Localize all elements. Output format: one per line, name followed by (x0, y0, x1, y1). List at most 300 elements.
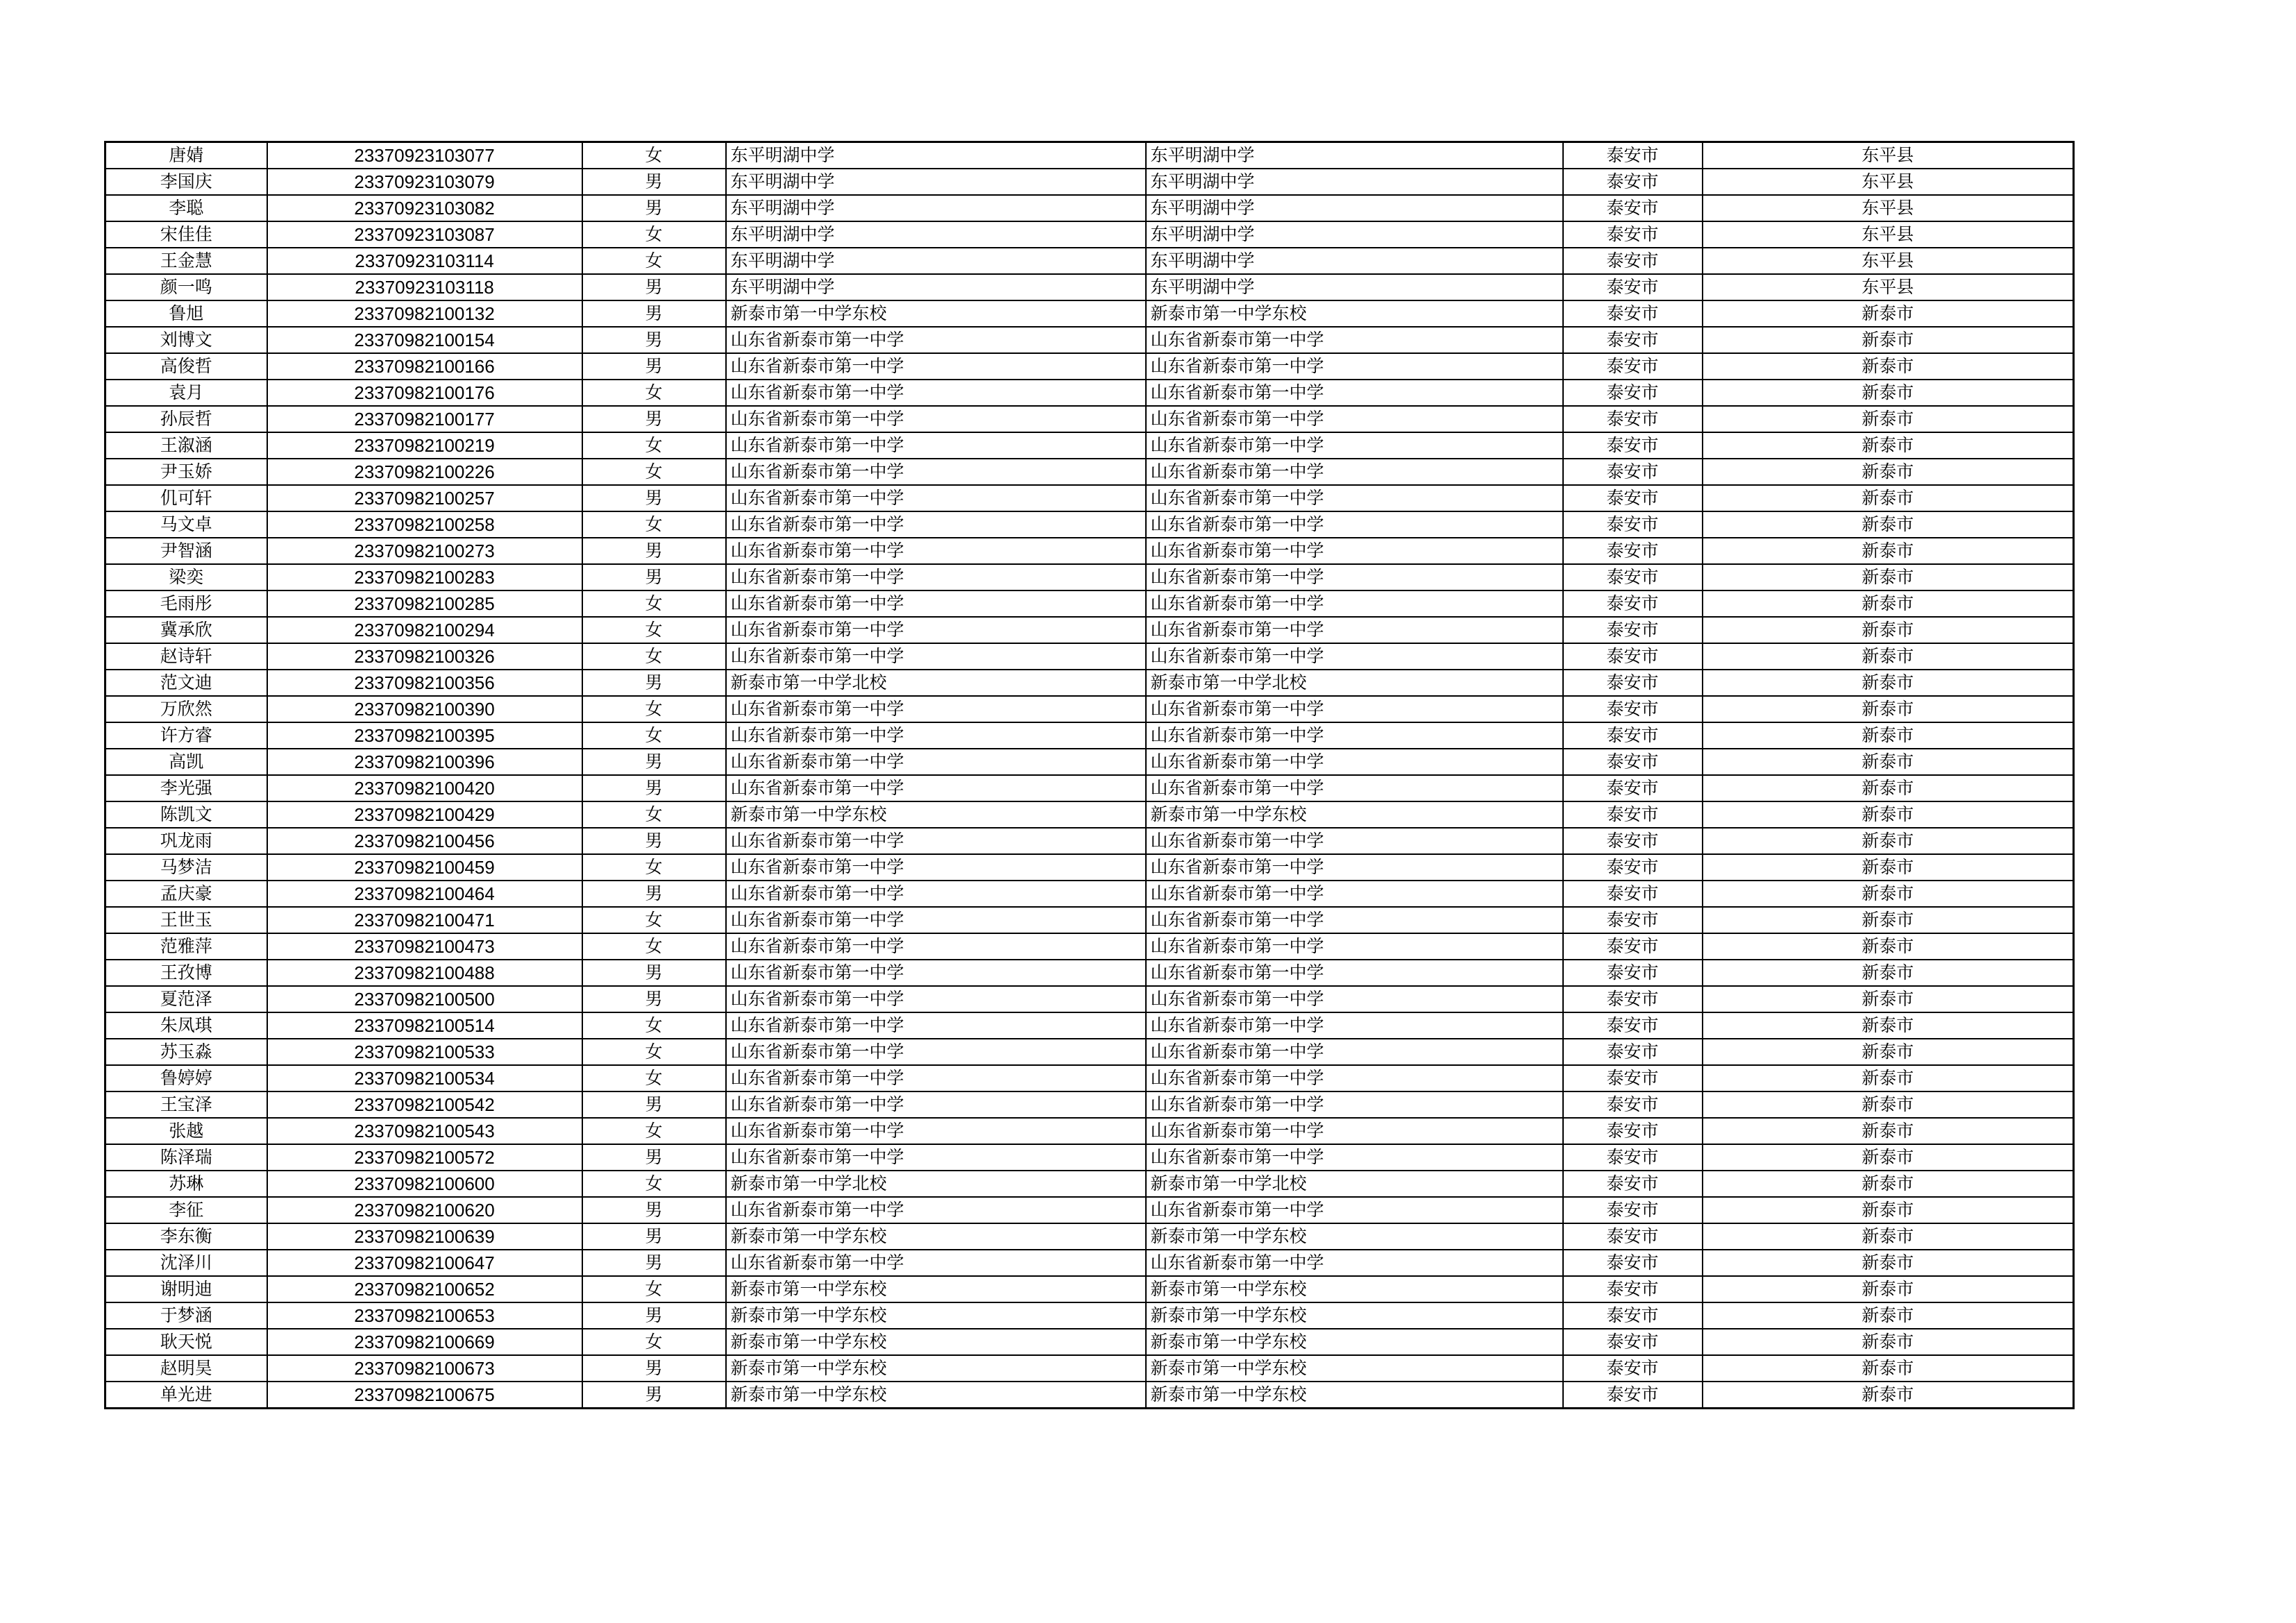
table-row (105, 933, 2074, 960)
student-name-cell: 王宝泽 (105, 1091, 267, 1118)
registered-school-cell: 山东省新泰市第一中学 (1146, 380, 1563, 406)
registered-school-cell: 山东省新泰市第一中学 (1146, 643, 1563, 670)
county-cell: 新泰市 (1703, 406, 2074, 432)
gender-cell: 女 (582, 1171, 726, 1197)
school-cell: 东平明湖中学 (726, 169, 1146, 195)
registered-school-cell: 山东省新泰市第一中学 (1146, 775, 1563, 801)
city-cell: 泰安市 (1563, 907, 1703, 933)
gender-cell: 男 (582, 327, 726, 353)
student-name-cell: 颜一鸣 (105, 274, 267, 300)
school-cell: 山东省新泰市第一中学 (726, 828, 1146, 854)
registered-school-cell: 山东省新泰市第一中学 (1146, 696, 1563, 722)
county-cell: 新泰市 (1703, 1118, 2074, 1144)
gender-cell: 女 (582, 933, 726, 960)
registered-school-cell: 山东省新泰市第一中学 (1146, 538, 1563, 564)
table-row (105, 432, 2074, 459)
exam-id-cell: 23370923103077 (267, 142, 582, 169)
student-name-cell: 陈凯文 (105, 801, 267, 828)
school-cell: 山东省新泰市第一中学 (726, 907, 1146, 933)
gender-cell: 女 (582, 511, 726, 538)
table-row (105, 881, 2074, 907)
school-cell: 山东省新泰市第一中学 (726, 511, 1146, 538)
city-cell: 泰安市 (1563, 327, 1703, 353)
table-row (105, 221, 2074, 248)
county-cell: 新泰市 (1703, 1329, 2074, 1355)
city-cell: 泰安市 (1563, 564, 1703, 590)
exam-id-cell: 23370982100488 (267, 960, 582, 986)
table-body (105, 142, 2074, 1409)
student-name-cell: 袁月 (105, 380, 267, 406)
city-cell: 泰安市 (1563, 406, 1703, 432)
table-row (105, 801, 2074, 828)
school-cell: 东平明湖中学 (726, 142, 1146, 169)
table-row (105, 670, 2074, 696)
county-cell: 新泰市 (1703, 1144, 2074, 1171)
gender-cell: 女 (582, 801, 726, 828)
county-cell: 新泰市 (1703, 511, 2074, 538)
city-cell: 泰安市 (1563, 1171, 1703, 1197)
table-row (105, 459, 2074, 485)
exam-id-cell: 23370982100283 (267, 564, 582, 590)
county-cell: 新泰市 (1703, 485, 2074, 511)
county-cell: 新泰市 (1703, 1012, 2074, 1039)
city-cell: 泰安市 (1563, 142, 1703, 169)
table-row (105, 1382, 2074, 1409)
table-row (105, 1091, 2074, 1118)
registered-school-cell: 山东省新泰市第一中学 (1146, 1144, 1563, 1171)
student-name-cell: 刘博文 (105, 327, 267, 353)
registered-school-cell: 山东省新泰市第一中学 (1146, 459, 1563, 485)
table-row (105, 1065, 2074, 1091)
exam-id-cell: 23370982100285 (267, 590, 582, 617)
exam-id-cell: 23370982100543 (267, 1118, 582, 1144)
registered-school-cell: 新泰市第一中学东校 (1146, 1355, 1563, 1382)
gender-cell: 男 (582, 881, 726, 907)
table-row (105, 749, 2074, 775)
school-cell: 山东省新泰市第一中学 (726, 986, 1146, 1012)
exam-id-cell: 23370982100647 (267, 1250, 582, 1276)
city-cell: 泰安市 (1563, 828, 1703, 854)
county-cell: 新泰市 (1703, 907, 2074, 933)
gender-cell: 女 (582, 643, 726, 670)
student-name-cell: 冀承欣 (105, 617, 267, 643)
student-name-cell: 毛雨彤 (105, 590, 267, 617)
gender-cell: 男 (582, 1382, 726, 1409)
registered-school-cell: 山东省新泰市第一中学 (1146, 327, 1563, 353)
county-cell: 新泰市 (1703, 1039, 2074, 1065)
city-cell: 泰安市 (1563, 1329, 1703, 1355)
county-cell: 新泰市 (1703, 881, 2074, 907)
exam-id-cell: 23370982100620 (267, 1197, 582, 1223)
county-cell: 新泰市 (1703, 801, 2074, 828)
county-cell: 新泰市 (1703, 380, 2074, 406)
exam-id-cell: 23370982100294 (267, 617, 582, 643)
school-cell: 山东省新泰市第一中学 (726, 722, 1146, 749)
registered-school-cell: 山东省新泰市第一中学 (1146, 511, 1563, 538)
registered-school-cell: 新泰市第一中学东校 (1146, 1302, 1563, 1329)
table-row (105, 195, 2074, 221)
student-name-cell: 许方睿 (105, 722, 267, 749)
city-cell: 泰安市 (1563, 485, 1703, 511)
city-cell: 泰安市 (1563, 1223, 1703, 1250)
student-name-cell: 耿天悦 (105, 1329, 267, 1355)
table-row (105, 353, 2074, 380)
county-cell: 新泰市 (1703, 854, 2074, 881)
registered-school-cell: 山东省新泰市第一中学 (1146, 1091, 1563, 1118)
student-name-cell: 梁奕 (105, 564, 267, 590)
student-name-cell: 陈泽瑞 (105, 1144, 267, 1171)
county-cell: 新泰市 (1703, 722, 2074, 749)
student-name-cell: 赵明昊 (105, 1355, 267, 1382)
registered-school-cell: 东平明湖中学 (1146, 195, 1563, 221)
exam-id-cell: 23370923103087 (267, 221, 582, 248)
student-name-cell: 唐婧 (105, 142, 267, 169)
school-cell: 山东省新泰市第一中学 (726, 881, 1146, 907)
county-cell: 新泰市 (1703, 590, 2074, 617)
exam-id-cell: 23370982100464 (267, 881, 582, 907)
student-name-cell: 巩龙雨 (105, 828, 267, 854)
gender-cell: 男 (582, 670, 726, 696)
county-cell: 新泰市 (1703, 1276, 2074, 1302)
student-name-cell: 朱凤琪 (105, 1012, 267, 1039)
registered-school-cell: 新泰市第一中学北校 (1146, 1171, 1563, 1197)
registered-school-cell: 山东省新泰市第一中学 (1146, 406, 1563, 432)
city-cell: 泰安市 (1563, 590, 1703, 617)
city-cell: 泰安市 (1563, 749, 1703, 775)
gender-cell: 女 (582, 1329, 726, 1355)
student-name-cell: 高凯 (105, 749, 267, 775)
city-cell: 泰安市 (1563, 432, 1703, 459)
exam-id-cell: 23370982100326 (267, 643, 582, 670)
table-row (105, 380, 2074, 406)
school-cell: 新泰市第一中学北校 (726, 1171, 1146, 1197)
exam-id-cell: 23370982100500 (267, 986, 582, 1012)
county-cell: 新泰市 (1703, 459, 2074, 485)
gender-cell: 女 (582, 142, 726, 169)
county-cell: 新泰市 (1703, 564, 2074, 590)
gender-cell: 男 (582, 406, 726, 432)
student-name-cell: 王溆涵 (105, 432, 267, 459)
school-cell: 东平明湖中学 (726, 274, 1146, 300)
registered-school-cell: 东平明湖中学 (1146, 142, 1563, 169)
school-cell: 新泰市第一中学东校 (726, 1276, 1146, 1302)
county-cell: 新泰市 (1703, 749, 2074, 775)
table-row (105, 248, 2074, 274)
gender-cell: 女 (582, 1065, 726, 1091)
gender-cell: 女 (582, 722, 726, 749)
county-cell: 新泰市 (1703, 643, 2074, 670)
school-cell: 山东省新泰市第一中学 (726, 459, 1146, 485)
registered-school-cell: 山东省新泰市第一中学 (1146, 749, 1563, 775)
school-cell: 山东省新泰市第一中学 (726, 485, 1146, 511)
student-name-cell: 李国庆 (105, 169, 267, 195)
city-cell: 泰安市 (1563, 960, 1703, 986)
school-cell: 新泰市第一中学东校 (726, 1355, 1146, 1382)
county-cell: 东平县 (1703, 195, 2074, 221)
county-cell: 新泰市 (1703, 300, 2074, 327)
table-row (105, 643, 2074, 670)
county-cell: 新泰市 (1703, 960, 2074, 986)
school-cell: 山东省新泰市第一中学 (726, 590, 1146, 617)
gender-cell: 女 (582, 1012, 726, 1039)
gender-cell: 男 (582, 986, 726, 1012)
student-table-page (104, 141, 2073, 1409)
student-name-cell: 王孜博 (105, 960, 267, 986)
gender-cell: 男 (582, 1197, 726, 1223)
exam-id-cell: 23370982100429 (267, 801, 582, 828)
registered-school-cell: 山东省新泰市第一中学 (1146, 881, 1563, 907)
exam-id-cell: 23370982100154 (267, 327, 582, 353)
exam-id-cell: 23370923103082 (267, 195, 582, 221)
student-name-cell: 王世玉 (105, 907, 267, 933)
student-name-cell: 沈泽川 (105, 1250, 267, 1276)
exam-id-cell: 23370982100673 (267, 1355, 582, 1382)
table-row (105, 485, 2074, 511)
school-cell: 山东省新泰市第一中学 (726, 617, 1146, 643)
registered-school-cell: 山东省新泰市第一中学 (1146, 617, 1563, 643)
city-cell: 泰安市 (1563, 801, 1703, 828)
county-cell: 新泰市 (1703, 538, 2074, 564)
school-cell: 山东省新泰市第一中学 (726, 749, 1146, 775)
city-cell: 泰安市 (1563, 353, 1703, 380)
gender-cell: 女 (582, 854, 726, 881)
city-cell: 泰安市 (1563, 169, 1703, 195)
student-name-cell: 马文卓 (105, 511, 267, 538)
gender-cell: 女 (582, 432, 726, 459)
city-cell: 泰安市 (1563, 643, 1703, 670)
table-row (105, 1118, 2074, 1144)
registered-school-cell: 山东省新泰市第一中学 (1146, 722, 1563, 749)
table-row (105, 986, 2074, 1012)
city-cell: 泰安市 (1563, 380, 1703, 406)
exam-id-cell: 23370982100177 (267, 406, 582, 432)
school-cell: 山东省新泰市第一中学 (726, 353, 1146, 380)
student-name-cell: 单光进 (105, 1382, 267, 1409)
county-cell: 新泰市 (1703, 1302, 2074, 1329)
gender-cell: 男 (582, 1144, 726, 1171)
registered-school-cell: 新泰市第一中学东校 (1146, 300, 1563, 327)
school-cell: 山东省新泰市第一中学 (726, 1197, 1146, 1223)
city-cell: 泰安市 (1563, 986, 1703, 1012)
county-cell: 新泰市 (1703, 986, 2074, 1012)
student-name-cell: 孟庆豪 (105, 881, 267, 907)
city-cell: 泰安市 (1563, 1302, 1703, 1329)
registered-school-cell: 山东省新泰市第一中学 (1146, 1065, 1563, 1091)
gender-cell: 男 (582, 195, 726, 221)
school-cell: 新泰市第一中学东校 (726, 1302, 1146, 1329)
exam-id-cell: 23370982100219 (267, 432, 582, 459)
school-cell: 新泰市第一中学东校 (726, 300, 1146, 327)
student-name-cell: 万欣然 (105, 696, 267, 722)
gender-cell: 女 (582, 1039, 726, 1065)
county-cell: 新泰市 (1703, 670, 2074, 696)
registered-school-cell: 山东省新泰市第一中学 (1146, 432, 1563, 459)
table-row (105, 590, 2074, 617)
exam-id-cell: 23370923103114 (267, 248, 582, 274)
table-row (105, 1276, 2074, 1302)
table-row (105, 722, 2074, 749)
table-row (105, 960, 2074, 986)
city-cell: 泰安市 (1563, 1065, 1703, 1091)
county-cell: 新泰市 (1703, 1355, 2074, 1382)
gender-cell: 女 (582, 1276, 726, 1302)
city-cell: 泰安市 (1563, 1012, 1703, 1039)
city-cell: 泰安市 (1563, 1355, 1703, 1382)
table-row (105, 511, 2074, 538)
registered-school-cell: 新泰市第一中学北校 (1146, 670, 1563, 696)
student-name-cell: 尹智涵 (105, 538, 267, 564)
county-cell: 东平县 (1703, 221, 2074, 248)
school-cell: 山东省新泰市第一中学 (726, 1250, 1146, 1276)
city-cell: 泰安市 (1563, 775, 1703, 801)
registered-school-cell: 新泰市第一中学东校 (1146, 801, 1563, 828)
gender-cell: 女 (582, 617, 726, 643)
city-cell: 泰安市 (1563, 881, 1703, 907)
registered-school-cell: 山东省新泰市第一中学 (1146, 1250, 1563, 1276)
exam-id-cell: 23370982100226 (267, 459, 582, 485)
county-cell: 东平县 (1703, 274, 2074, 300)
county-cell: 新泰市 (1703, 1171, 2074, 1197)
table-row (105, 1171, 2074, 1197)
gender-cell: 男 (582, 775, 726, 801)
school-cell: 山东省新泰市第一中学 (726, 854, 1146, 881)
student-name-cell: 李聪 (105, 195, 267, 221)
exam-id-cell: 23370982100675 (267, 1382, 582, 1409)
exam-id-cell: 23370982100257 (267, 485, 582, 511)
gender-cell: 女 (582, 907, 726, 933)
city-cell: 泰安市 (1563, 1091, 1703, 1118)
school-cell: 东平明湖中学 (726, 221, 1146, 248)
county-cell: 新泰市 (1703, 617, 2074, 643)
exam-id-cell: 23370982100652 (267, 1276, 582, 1302)
school-cell: 山东省新泰市第一中学 (726, 1039, 1146, 1065)
student-name-cell: 高俊哲 (105, 353, 267, 380)
table-row (105, 775, 2074, 801)
table-row (105, 1197, 2074, 1223)
school-cell: 新泰市第一中学东校 (726, 1382, 1146, 1409)
gender-cell: 男 (582, 1091, 726, 1118)
table-row (105, 142, 2074, 169)
registered-school-cell: 山东省新泰市第一中学 (1146, 933, 1563, 960)
school-cell: 新泰市第一中学北校 (726, 670, 1146, 696)
table-row (105, 696, 2074, 722)
gender-cell: 男 (582, 749, 726, 775)
county-cell: 新泰市 (1703, 696, 2074, 722)
school-cell: 山东省新泰市第一中学 (726, 960, 1146, 986)
student-name-cell: 宋佳佳 (105, 221, 267, 248)
registered-school-cell: 东平明湖中学 (1146, 221, 1563, 248)
student-name-cell: 谢明迪 (105, 1276, 267, 1302)
city-cell: 泰安市 (1563, 274, 1703, 300)
school-cell: 山东省新泰市第一中学 (726, 1065, 1146, 1091)
registered-school-cell: 新泰市第一中学东校 (1146, 1382, 1563, 1409)
registered-school-cell: 山东省新泰市第一中学 (1146, 960, 1563, 986)
exam-id-cell: 23370982100533 (267, 1039, 582, 1065)
gender-cell: 女 (582, 380, 726, 406)
city-cell: 泰安市 (1563, 1144, 1703, 1171)
student-name-cell: 仉可轩 (105, 485, 267, 511)
exam-id-cell: 23370982100639 (267, 1223, 582, 1250)
table-row (105, 1250, 2074, 1276)
exam-id-cell: 23370982100653 (267, 1302, 582, 1329)
county-cell: 新泰市 (1703, 353, 2074, 380)
registered-school-cell: 东平明湖中学 (1146, 169, 1563, 195)
exam-id-cell: 23370982100542 (267, 1091, 582, 1118)
student-name-cell: 王金慧 (105, 248, 267, 274)
gender-cell: 男 (582, 1250, 726, 1276)
registered-school-cell: 山东省新泰市第一中学 (1146, 907, 1563, 933)
student-name-cell: 鲁旭 (105, 300, 267, 327)
table-row (105, 564, 2074, 590)
gender-cell: 女 (582, 1118, 726, 1144)
county-cell: 东平县 (1703, 248, 2074, 274)
school-cell: 山东省新泰市第一中学 (726, 696, 1146, 722)
exam-id-cell: 23370923103118 (267, 274, 582, 300)
gender-cell: 男 (582, 169, 726, 195)
city-cell: 泰安市 (1563, 300, 1703, 327)
student-name-cell: 李东衡 (105, 1223, 267, 1250)
gender-cell: 男 (582, 960, 726, 986)
exam-id-cell: 23370923103079 (267, 169, 582, 195)
registered-school-cell: 山东省新泰市第一中学 (1146, 1012, 1563, 1039)
city-cell: 泰安市 (1563, 1039, 1703, 1065)
table-row (105, 327, 2074, 353)
exam-id-cell: 23370982100396 (267, 749, 582, 775)
county-cell: 新泰市 (1703, 933, 2074, 960)
gender-cell: 男 (582, 1302, 726, 1329)
registered-school-cell: 山东省新泰市第一中学 (1146, 1118, 1563, 1144)
table-row (105, 274, 2074, 300)
exam-id-cell: 23370982100600 (267, 1171, 582, 1197)
city-cell: 泰安市 (1563, 538, 1703, 564)
city-cell: 泰安市 (1563, 1382, 1703, 1409)
school-cell: 新泰市第一中学东校 (726, 801, 1146, 828)
school-cell: 东平明湖中学 (726, 248, 1146, 274)
registered-school-cell: 山东省新泰市第一中学 (1146, 590, 1563, 617)
gender-cell: 男 (582, 1355, 726, 1382)
exam-id-cell: 23370982100572 (267, 1144, 582, 1171)
school-cell: 新泰市第一中学东校 (726, 1223, 1146, 1250)
county-cell: 新泰市 (1703, 1250, 2074, 1276)
city-cell: 泰安市 (1563, 459, 1703, 485)
table-row (105, 1039, 2074, 1065)
student-name-cell: 赵诗轩 (105, 643, 267, 670)
school-cell: 山东省新泰市第一中学 (726, 643, 1146, 670)
school-cell: 山东省新泰市第一中学 (726, 1012, 1146, 1039)
county-cell: 新泰市 (1703, 1065, 2074, 1091)
county-cell: 东平县 (1703, 142, 2074, 169)
county-cell: 新泰市 (1703, 1382, 2074, 1409)
city-cell: 泰安市 (1563, 511, 1703, 538)
city-cell: 泰安市 (1563, 221, 1703, 248)
table-row (105, 1144, 2074, 1171)
gender-cell: 男 (582, 353, 726, 380)
school-cell: 山东省新泰市第一中学 (726, 564, 1146, 590)
county-cell: 新泰市 (1703, 1223, 2074, 1250)
city-cell: 泰安市 (1563, 1276, 1703, 1302)
student-name-cell: 马梦洁 (105, 854, 267, 881)
table-row (105, 300, 2074, 327)
registered-school-cell: 山东省新泰市第一中学 (1146, 1039, 1563, 1065)
table-row (105, 617, 2074, 643)
registered-school-cell: 山东省新泰市第一中学 (1146, 854, 1563, 881)
gender-cell: 男 (582, 538, 726, 564)
city-cell: 泰安市 (1563, 696, 1703, 722)
table-row (105, 1302, 2074, 1329)
exam-id-cell: 23370982100669 (267, 1329, 582, 1355)
exam-id-cell: 23370982100420 (267, 775, 582, 801)
registered-school-cell: 山东省新泰市第一中学 (1146, 1197, 1563, 1223)
